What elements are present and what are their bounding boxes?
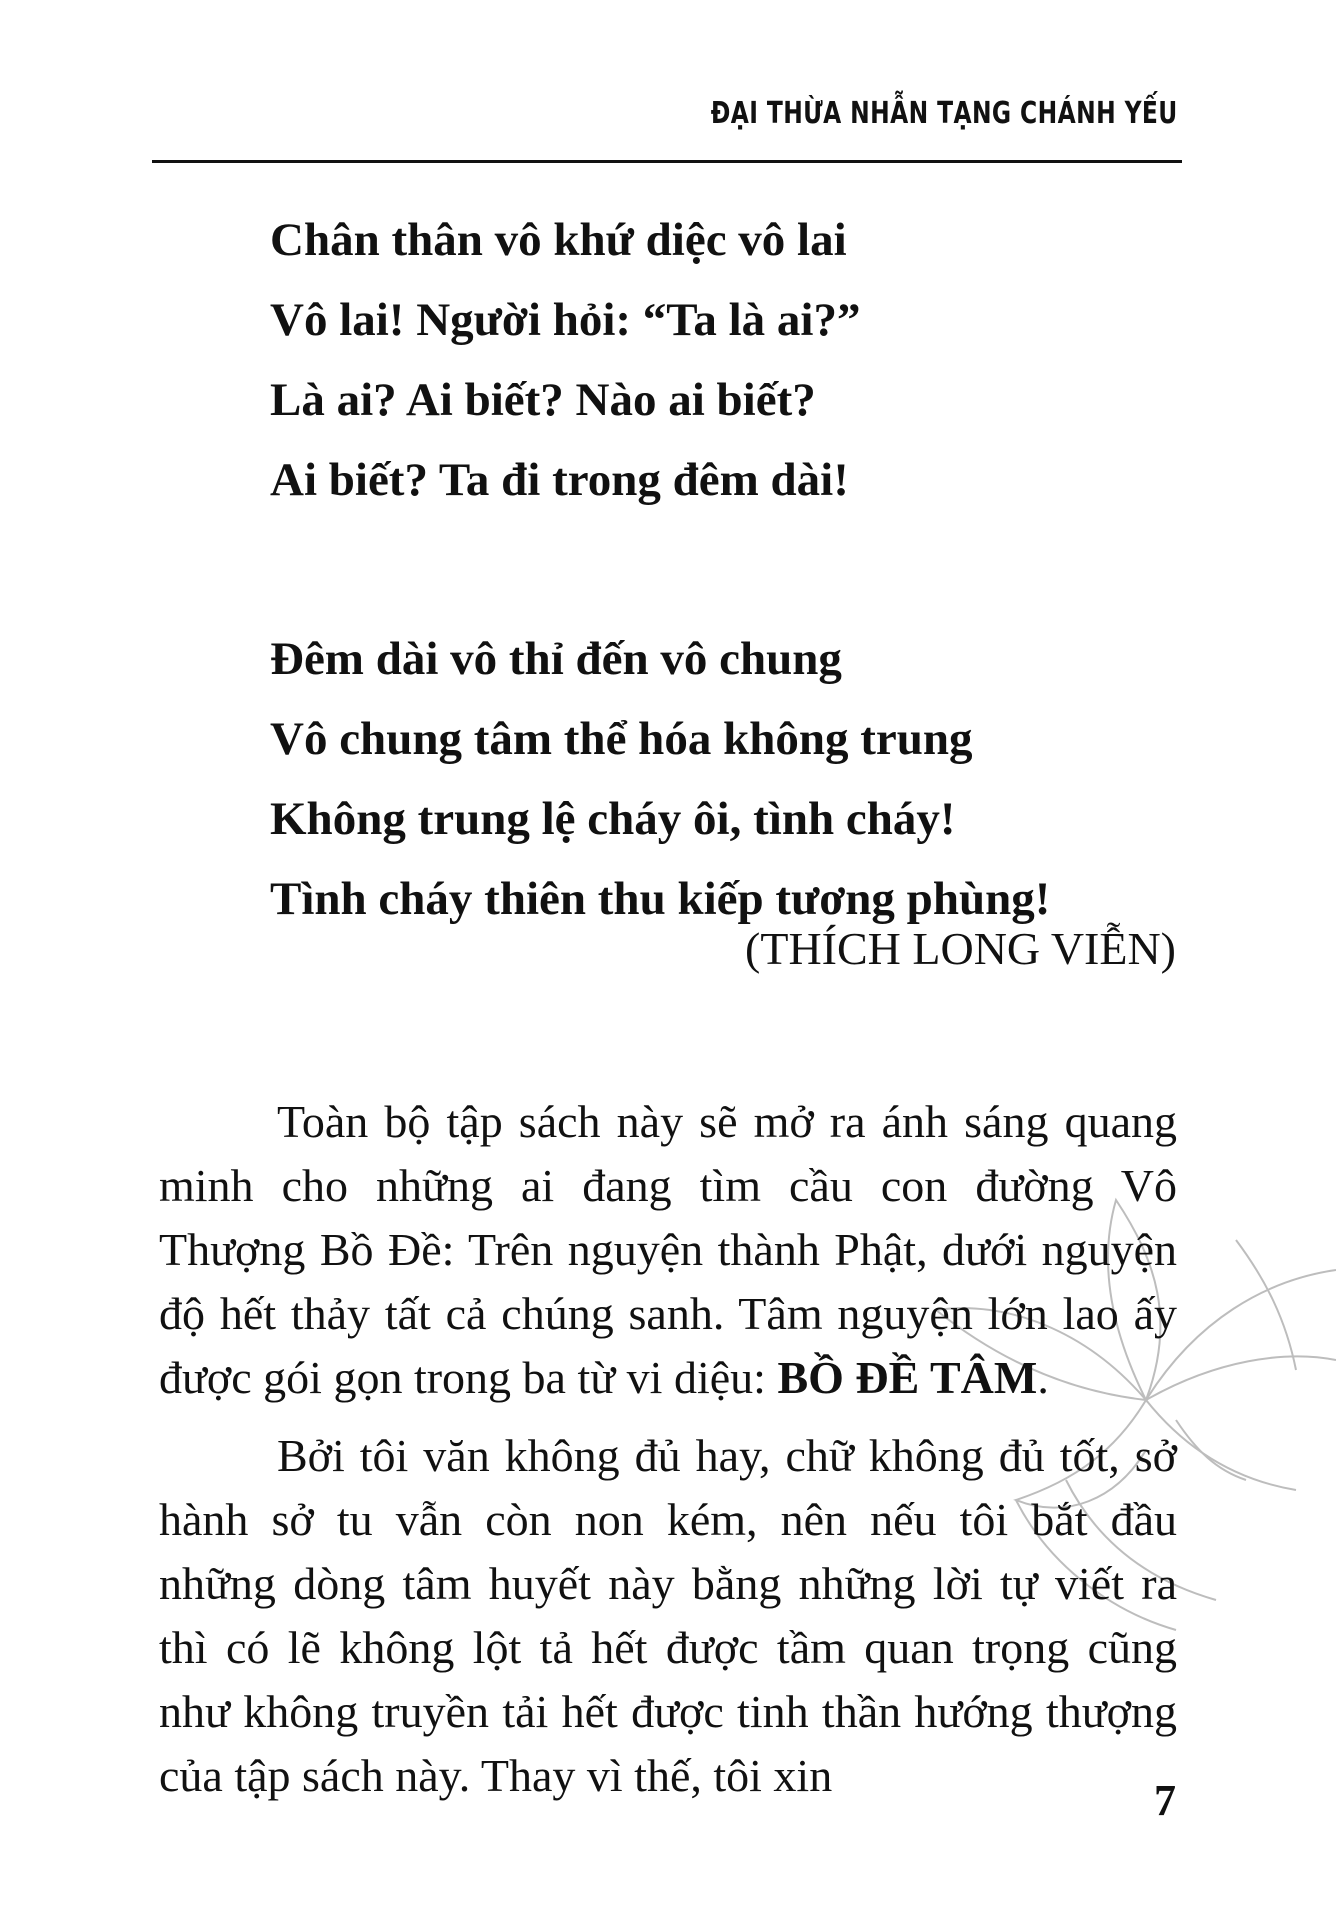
poem-stanza-2 (270, 619, 1190, 939)
poem-line: Là ai? Ai biết? Nào ai biết? (270, 374, 816, 426)
paragraph-1 (159, 1090, 1177, 1410)
paragraph-1-end: . (1037, 1352, 1049, 1403)
page-number: 7 (1154, 1776, 1176, 1825)
paragraph-1-emphasis: BỒ ĐỀ TÂM (777, 1352, 1038, 1403)
poem-line: Vô lai! Người hỏi: “Ta là ai?” (270, 294, 861, 346)
running-header-title: ĐẠI THỪA NHẪN TẠNG CHÁNH YẾU (711, 96, 1178, 131)
poem-attribution: (THÍCH LONG VIỄN) (745, 923, 1176, 974)
poem-line: Ai biết? Ta đi trong đêm dài! (270, 454, 849, 506)
poem-line: Tình cháy thiên thu kiếp tương phùng! (270, 873, 1051, 925)
header-divider (152, 160, 1182, 163)
poem-line: Chân thân vô khứ diệc vô lai (270, 214, 847, 266)
paragraph-2: Bởi tôi văn không đủ hay, chữ không đủ tốt, sở hành sở tu vẫn còn non kém, nên nếu tôi bắt đầu những dòng tâm huyết này bằng những lời tự viết ra thì có lẽ không lột tả hết được tầm quan trọng cũng như không truyền tải hết được tinh thần hướng thượng của tập sách này. Thay vì thế, tôi xin (159, 1430, 1177, 1801)
body-text (159, 1090, 1177, 1808)
poem (270, 200, 1190, 939)
paragraph-1-text: Toàn bộ tập sách này sẽ mở ra ánh sáng quang minh cho những ai đang tìm cầu con đường Vô Thượng Bồ Đề: Trên nguyện thành Phật, dưới nguyện độ hết thảy tất cả chúng sanh. Tâm nguyện lớn lao ấy được gói gọn trong ba từ vi diệu: (159, 1096, 1177, 1403)
poem-line: Vô chung tâm thể hóa không trung (270, 713, 973, 765)
poem-stanza-1 (270, 200, 1190, 520)
poem-line: Không trung lệ cháy ôi, tình cháy! (270, 793, 956, 845)
poem-line: Đêm dài vô thỉ đến vô chung (270, 633, 842, 685)
